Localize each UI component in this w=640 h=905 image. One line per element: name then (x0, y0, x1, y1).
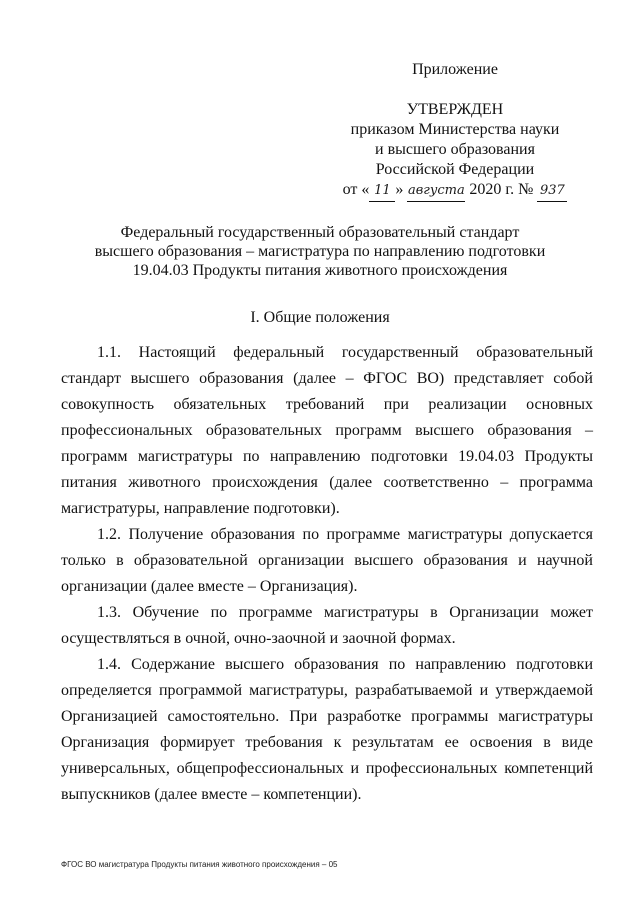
paragraph-1-3: 1.3. Обучение по программе магистратуры в Организации может осуществляться в очной, очно-заочной и заочной формах. (61, 604, 593, 647)
title-line-1: Федеральный государственный образовательный стандарт (120, 224, 520, 241)
document-body (61, 340, 593, 808)
handwritten-month: августа (407, 181, 465, 202)
date-year-text: 2020 г. № (469, 181, 534, 198)
page-footer: ФГОС ВО магистратура Продукты питания животного происхождения – 05 (61, 860, 338, 869)
approval-block (330, 60, 580, 202)
handwritten-day: 11 (369, 181, 395, 202)
section-heading: I. Общие положения (250, 309, 390, 326)
appendix-label: Приложение (412, 61, 498, 78)
paragraph-1-2: 1.2. Получение образования по программе магистратуры допускается только в образовательной организации высшего образования и научной организации (далее вместе – Организация). (61, 526, 593, 595)
title-line-3: 19.04.03 Продукты питания животного происхождения (132, 262, 508, 279)
handwritten-order-number: 937 (537, 181, 567, 202)
approved-label: УТВЕРЖДЕН (406, 101, 504, 118)
standard-title (90, 223, 550, 280)
paragraph-1-4: 1.4. Содержание высшего образования по направлению подготовки определяется программой магистратуры, разрабатываемой и утверждаемой Организацией самостоятельно. При разработке программы магистратуры Организация формирует требования к результатам ее освоения в виде универсальных, общепрофессиональных и профессиональных компетенций выпускников (далее вместе – компетенции). (61, 656, 593, 803)
date-mid: » (395, 181, 404, 198)
approval-line-1: приказом Министерства науки (350, 121, 560, 138)
paragraph-1-1: 1.1. Настоящий федеральный государственный образовательный стандарт высшего образования (далее – ФГОС ВО) представляет собой совокупность обязательных требований при реализации основных профессиональных образовательных программ высшего образования – программ магистратуры по направлению подготовки 19.04.03 Продукты питания животного происхождения (далее соответственно – программа магистратуры, направление подготовки). (61, 344, 593, 517)
order-date-line (330, 180, 580, 202)
title-line-2: высшего образования – магистратура по направлению подготовки (94, 243, 546, 260)
approval-line-2: и высшего образования (375, 141, 535, 158)
date-prefix: от « (342, 181, 370, 198)
approval-line-3: Российской Федерации (375, 161, 535, 178)
